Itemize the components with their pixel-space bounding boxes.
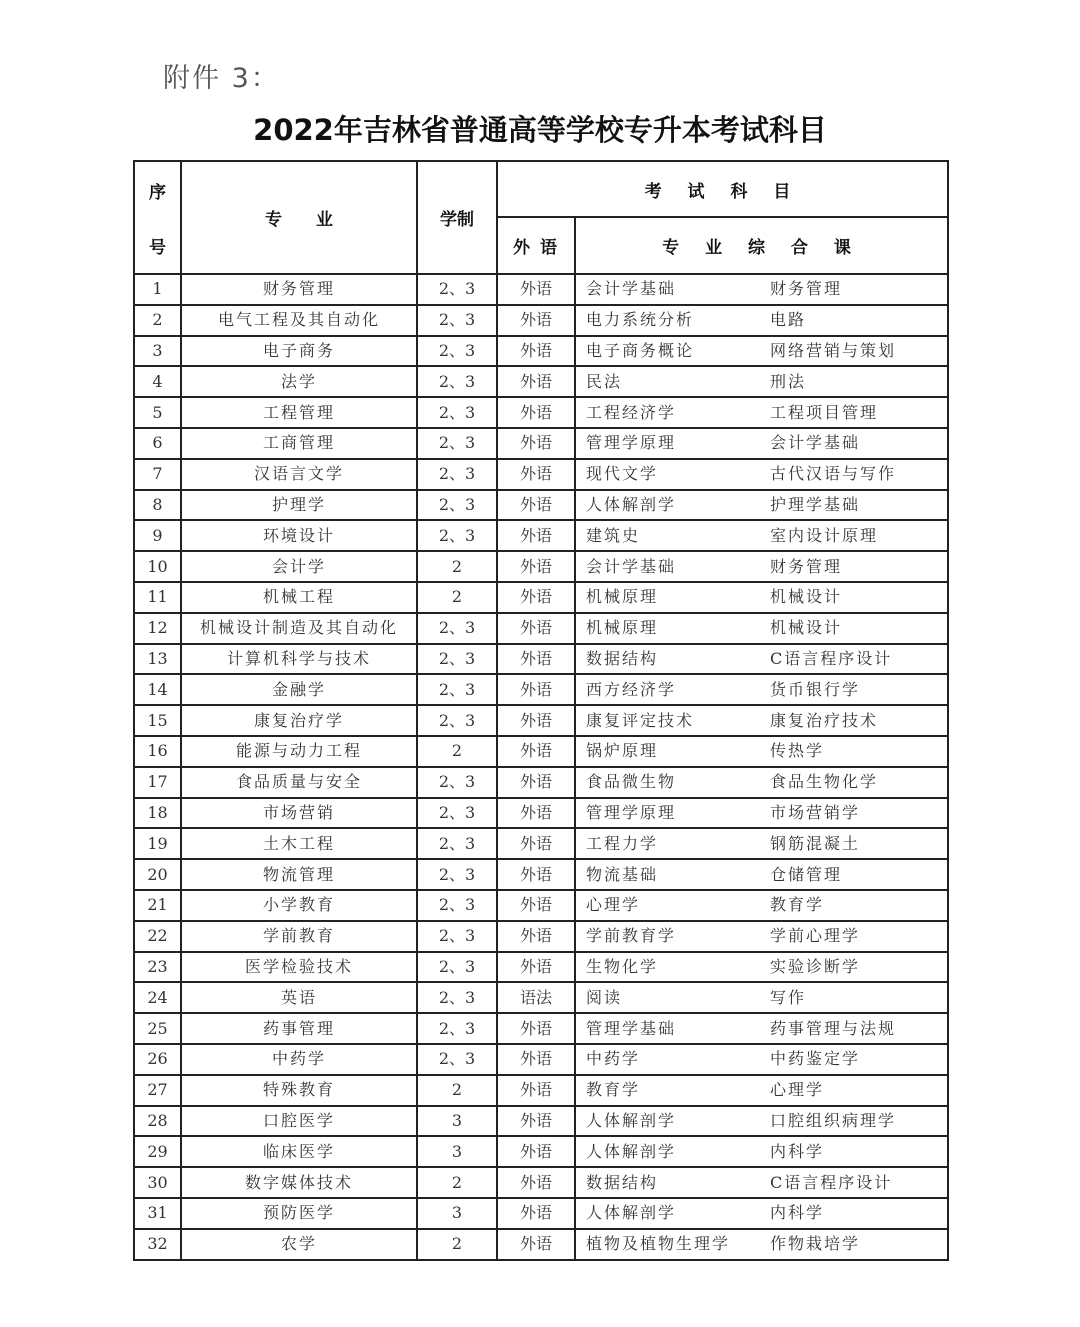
exam-subjects-table	[133, 160, 949, 1261]
cell-comprehensive	[575, 705, 948, 736]
cell-foreign-language: 外语	[497, 459, 575, 490]
cell-major: 学前教育	[181, 921, 417, 952]
cell-major: 汉语言文学	[181, 459, 417, 490]
table-row	[134, 613, 948, 644]
cell-duration: 2	[417, 1229, 497, 1260]
cell-comprehensive	[575, 828, 948, 859]
cell-duration: 2、3	[417, 520, 497, 551]
cell-no: 8	[134, 490, 181, 521]
table-row	[134, 305, 948, 336]
cell-major: 环境设计	[181, 520, 417, 551]
cell-duration: 3	[417, 1106, 497, 1137]
cell-subject-2: 心理学	[770, 1080, 825, 1100]
cell-comprehensive	[575, 613, 948, 644]
cell-foreign-language: 外语	[497, 1044, 575, 1075]
cell-comprehensive	[575, 674, 948, 705]
cell-comprehensive	[575, 859, 948, 890]
table-row	[134, 705, 948, 736]
header-foreign-language: 外 语	[497, 217, 575, 274]
cell-foreign-language: 外语	[497, 767, 575, 798]
cell-subject-2: 机械设计	[770, 587, 843, 607]
cell-subject-2: 货币银行学	[770, 679, 861, 699]
cell-subject-2: 学前心理学	[770, 926, 861, 946]
cell-duration: 2、3	[417, 428, 497, 459]
cell-subject-1: 数据结构	[586, 1172, 659, 1192]
cell-comprehensive	[575, 1167, 948, 1198]
header-seq	[134, 161, 181, 274]
cell-subject-2: 传热学	[770, 741, 825, 761]
cell-major: 护理学	[181, 490, 417, 521]
cell-duration: 2、3	[417, 1044, 497, 1075]
cell-comprehensive	[575, 890, 948, 921]
table-row	[134, 1044, 948, 1075]
cell-major: 电子商务	[181, 336, 417, 367]
cell-subject-2: C语言程序设计	[770, 1172, 893, 1192]
cell-comprehensive	[575, 952, 948, 983]
cell-subject-1: 机械原理	[586, 618, 659, 638]
cell-subject-2: 财务管理	[770, 556, 843, 576]
cell-comprehensive	[575, 736, 948, 767]
cell-subject-2: 教育学	[770, 895, 825, 915]
cell-comprehensive	[575, 982, 948, 1013]
cell-subject-2: 钢筋混凝土	[770, 833, 861, 853]
cell-foreign-language: 外语	[497, 274, 575, 305]
cell-subject-1: 中药学	[586, 1049, 641, 1069]
cell-major: 食品质量与安全	[181, 767, 417, 798]
cell-foreign-language: 外语	[497, 336, 575, 367]
cell-no: 27	[134, 1075, 181, 1106]
attachment-label: 附件 3：	[163, 63, 280, 94]
table-row	[134, 459, 948, 490]
cell-subject-2: 口腔组织病理学	[770, 1110, 897, 1130]
cell-subject-1: 机械原理	[586, 587, 659, 607]
cell-subject-2: 中药鉴定学	[770, 1049, 861, 1069]
header-major: 专 业	[181, 161, 417, 274]
table-row	[134, 1075, 948, 1106]
cell-duration: 2、3	[417, 459, 497, 490]
table-row	[134, 274, 948, 305]
cell-subject-2: 网络营销与策划	[770, 340, 897, 360]
cell-major: 数字媒体技术	[181, 1167, 417, 1198]
cell-comprehensive	[575, 798, 948, 829]
cell-subject-1: 锅炉原理	[586, 741, 659, 761]
cell-subject-2: 药事管理与法规	[770, 1018, 897, 1038]
table-row	[134, 1136, 948, 1167]
cell-subject-1: 电子商务概论	[586, 340, 695, 360]
cell-duration: 2	[417, 582, 497, 613]
cell-no: 24	[134, 982, 181, 1013]
cell-no: 31	[134, 1198, 181, 1229]
cell-major: 机械工程	[181, 582, 417, 613]
table-row	[134, 644, 948, 675]
cell-no: 25	[134, 1013, 181, 1044]
cell-foreign-language: 外语	[497, 736, 575, 767]
cell-subject-2: 室内设计原理	[770, 525, 879, 545]
cell-major: 工商管理	[181, 428, 417, 459]
cell-foreign-language: 外语	[497, 705, 575, 736]
cell-comprehensive	[575, 1136, 948, 1167]
cell-duration: 2	[417, 1167, 497, 1198]
cell-foreign-language: 外语	[497, 1075, 575, 1106]
table-row	[134, 1106, 948, 1137]
table-row	[134, 366, 948, 397]
cell-foreign-language: 外语	[497, 366, 575, 397]
cell-no: 4	[134, 366, 181, 397]
cell-foreign-language: 外语	[497, 828, 575, 859]
cell-no: 5	[134, 397, 181, 428]
cell-comprehensive	[575, 274, 948, 305]
cell-subject-2: 写作	[770, 987, 807, 1007]
cell-subject-1: 管理学基础	[586, 1018, 677, 1038]
cell-subject-2: 仓储管理	[770, 864, 843, 884]
cell-foreign-language: 外语	[497, 613, 575, 644]
cell-major: 法学	[181, 366, 417, 397]
document-title: 2022年吉林省普通高等学校专升本考试科目	[253, 113, 827, 147]
table-row	[134, 551, 948, 582]
cell-duration: 2、3	[417, 767, 497, 798]
cell-no: 19	[134, 828, 181, 859]
cell-comprehensive	[575, 644, 948, 675]
cell-duration: 2、3	[417, 613, 497, 644]
cell-subject-1: 会计学基础	[586, 279, 677, 299]
cell-no: 11	[134, 582, 181, 613]
cell-comprehensive	[575, 1106, 948, 1137]
cell-duration: 2、3	[417, 859, 497, 890]
cell-duration: 2、3	[417, 705, 497, 736]
cell-major: 康复治疗学	[181, 705, 417, 736]
cell-duration: 2、3	[417, 274, 497, 305]
cell-comprehensive	[575, 1044, 948, 1075]
cell-foreign-language: 外语	[497, 952, 575, 983]
cell-duration: 2、3	[417, 397, 497, 428]
table-row	[134, 952, 948, 983]
cell-duration: 2、3	[417, 305, 497, 336]
cell-foreign-language: 外语	[497, 490, 575, 521]
cell-subject-1: 人体解剖学	[586, 494, 677, 514]
cell-comprehensive	[575, 428, 948, 459]
header-seq-bottom: 号	[149, 237, 166, 258]
cell-subject-1: 数据结构	[586, 648, 659, 668]
cell-major: 金融学	[181, 674, 417, 705]
cell-subject-1: 食品微生物	[586, 772, 677, 792]
cell-comprehensive	[575, 305, 948, 336]
cell-comprehensive	[575, 1229, 948, 1260]
cell-no: 15	[134, 705, 181, 736]
cell-subject-2: 市场营销学	[770, 802, 861, 822]
cell-duration: 3	[417, 1198, 497, 1229]
cell-foreign-language: 外语	[497, 1229, 575, 1260]
cell-subject-2: 内科学	[770, 1141, 825, 1161]
cell-no: 16	[134, 736, 181, 767]
cell-no: 14	[134, 674, 181, 705]
cell-comprehensive	[575, 551, 948, 582]
table-row	[134, 336, 948, 367]
cell-duration: 2、3	[417, 674, 497, 705]
cell-major: 土木工程	[181, 828, 417, 859]
cell-no: 29	[134, 1136, 181, 1167]
table-row	[134, 520, 948, 551]
cell-subject-1: 民法	[586, 371, 623, 391]
cell-subject-2: 古代汉语与写作	[770, 464, 897, 484]
cell-no: 22	[134, 921, 181, 952]
cell-subject-1: 管理学原理	[586, 433, 677, 453]
cell-subject-2: 机械设计	[770, 618, 843, 638]
cell-no: 9	[134, 520, 181, 551]
cell-no: 10	[134, 551, 181, 582]
cell-duration: 2、3	[417, 921, 497, 952]
cell-foreign-language: 外语	[497, 397, 575, 428]
table-row	[134, 1013, 948, 1044]
cell-subject-1: 教育学	[586, 1080, 641, 1100]
cell-subject-2: 电路	[770, 310, 807, 330]
cell-major: 口腔医学	[181, 1106, 417, 1137]
cell-subject-1: 物流基础	[586, 864, 659, 884]
cell-foreign-language: 外语	[497, 1106, 575, 1137]
table-row	[134, 674, 948, 705]
cell-foreign-language: 外语	[497, 520, 575, 551]
cell-major: 农学	[181, 1229, 417, 1260]
cell-subject-1: 阅读	[586, 987, 623, 1007]
cell-subject-1: 电力系统分析	[586, 310, 695, 330]
cell-no: 18	[134, 798, 181, 829]
cell-major: 物流管理	[181, 859, 417, 890]
cell-no: 30	[134, 1167, 181, 1198]
cell-duration: 2	[417, 551, 497, 582]
table-row	[134, 736, 948, 767]
cell-foreign-language: 外语	[497, 644, 575, 675]
cell-foreign-language: 外语	[497, 1198, 575, 1229]
cell-duration: 2、3	[417, 952, 497, 983]
cell-foreign-language: 外语	[497, 305, 575, 336]
cell-no: 3	[134, 336, 181, 367]
cell-major: 特殊教育	[181, 1075, 417, 1106]
cell-major: 英语	[181, 982, 417, 1013]
cell-subject-1: 康复评定技术	[586, 710, 695, 730]
cell-no: 28	[134, 1106, 181, 1137]
cell-duration: 2、3	[417, 336, 497, 367]
cell-comprehensive	[575, 921, 948, 952]
cell-duration: 2、3	[417, 490, 497, 521]
cell-subject-2: 实验诊断学	[770, 956, 861, 976]
cell-subject-2: 护理学基础	[770, 494, 861, 514]
cell-major: 会计学	[181, 551, 417, 582]
cell-major: 工程管理	[181, 397, 417, 428]
cell-major: 临床医学	[181, 1136, 417, 1167]
cell-subject-1: 生物化学	[586, 956, 659, 976]
cell-no: 21	[134, 890, 181, 921]
cell-major: 财务管理	[181, 274, 417, 305]
table-row	[134, 890, 948, 921]
cell-subject-1: 人体解剖学	[586, 1141, 677, 1161]
cell-subject-1: 植物及植物生理学	[586, 1234, 731, 1254]
table-row	[134, 982, 948, 1013]
cell-duration: 2、3	[417, 982, 497, 1013]
cell-comprehensive	[575, 336, 948, 367]
cell-no: 32	[134, 1229, 181, 1260]
table-row	[134, 798, 948, 829]
cell-duration: 3	[417, 1136, 497, 1167]
cell-foreign-language: 外语	[497, 551, 575, 582]
cell-duration: 2、3	[417, 1013, 497, 1044]
cell-foreign-language: 外语	[497, 1136, 575, 1167]
cell-comprehensive	[575, 1075, 948, 1106]
cell-major: 能源与动力工程	[181, 736, 417, 767]
cell-subject-1: 会计学基础	[586, 556, 677, 576]
cell-comprehensive	[575, 490, 948, 521]
cell-major: 中药学	[181, 1044, 417, 1075]
table-row	[134, 397, 948, 428]
cell-subject-1: 建筑史	[586, 525, 641, 545]
cell-no: 2	[134, 305, 181, 336]
cell-comprehensive	[575, 397, 948, 428]
cell-major: 市场营销	[181, 798, 417, 829]
cell-duration: 2	[417, 1075, 497, 1106]
cell-no: 23	[134, 952, 181, 983]
cell-duration: 2、3	[417, 644, 497, 675]
cell-major: 电气工程及其自动化	[181, 305, 417, 336]
cell-major: 小学教育	[181, 890, 417, 921]
cell-duration: 2	[417, 736, 497, 767]
table-row	[134, 921, 948, 952]
cell-major: 计算机科学与技术	[181, 644, 417, 675]
cell-subject-1: 管理学原理	[586, 802, 677, 822]
cell-major: 药事管理	[181, 1013, 417, 1044]
header-comprehensive: 专 业 综 合 课	[575, 217, 948, 274]
cell-no: 17	[134, 767, 181, 798]
table-row	[134, 1198, 948, 1229]
cell-subject-1: 现代文学	[586, 464, 659, 484]
cell-duration: 2、3	[417, 828, 497, 859]
cell-no: 6	[134, 428, 181, 459]
cell-comprehensive	[575, 459, 948, 490]
cell-subject-2: 作物栽培学	[770, 1234, 861, 1254]
cell-no: 12	[134, 613, 181, 644]
cell-subject-1: 西方经济学	[586, 679, 677, 699]
cell-subject-1: 人体解剖学	[586, 1110, 677, 1130]
table-row	[134, 582, 948, 613]
cell-no: 26	[134, 1044, 181, 1075]
cell-duration: 2、3	[417, 798, 497, 829]
cell-duration: 2、3	[417, 366, 497, 397]
table-row	[134, 859, 948, 890]
cell-no: 13	[134, 644, 181, 675]
table-row	[134, 1167, 948, 1198]
cell-subject-2: 工程项目管理	[770, 402, 879, 422]
cell-foreign-language: 外语	[497, 921, 575, 952]
cell-subject-2: 康复治疗技术	[770, 710, 879, 730]
cell-foreign-language: 外语	[497, 798, 575, 829]
cell-foreign-language: 语法	[497, 982, 575, 1013]
table-row	[134, 1229, 948, 1260]
cell-subject-1: 学前教育学	[586, 926, 677, 946]
cell-foreign-language: 外语	[497, 859, 575, 890]
cell-subject-1: 人体解剖学	[586, 1203, 677, 1223]
cell-foreign-language: 外语	[497, 890, 575, 921]
cell-foreign-language: 外语	[497, 428, 575, 459]
cell-subject-2: 内科学	[770, 1203, 825, 1223]
cell-foreign-language: 外语	[497, 1013, 575, 1044]
table-row	[134, 828, 948, 859]
cell-comprehensive	[575, 767, 948, 798]
cell-comprehensive	[575, 520, 948, 551]
cell-subject-2: 会计学基础	[770, 433, 861, 453]
cell-no: 20	[134, 859, 181, 890]
cell-major: 医学检验技术	[181, 952, 417, 983]
cell-subject-2: C语言程序设计	[770, 648, 893, 668]
cell-foreign-language: 外语	[497, 582, 575, 613]
cell-subject-1: 心理学	[586, 895, 641, 915]
cell-subject-1: 工程经济学	[586, 402, 677, 422]
table-row	[134, 428, 948, 459]
header-exam-subjects: 考 试 科 目	[497, 161, 948, 217]
cell-comprehensive	[575, 1198, 948, 1229]
table-row	[134, 767, 948, 798]
cell-foreign-language: 外语	[497, 1167, 575, 1198]
cell-no: 1	[134, 274, 181, 305]
cell-subject-2: 食品生物化学	[770, 772, 879, 792]
cell-comprehensive	[575, 1013, 948, 1044]
cell-subject-2: 刑法	[770, 371, 807, 391]
cell-comprehensive	[575, 582, 948, 613]
cell-duration: 2、3	[417, 890, 497, 921]
cell-subject-1: 工程力学	[586, 833, 659, 853]
cell-major: 机械设计制造及其自动化	[181, 613, 417, 644]
cell-foreign-language: 外语	[497, 674, 575, 705]
cell-major: 预防医学	[181, 1198, 417, 1229]
header-duration: 学制	[417, 161, 497, 274]
cell-comprehensive	[575, 366, 948, 397]
cell-no: 7	[134, 459, 181, 490]
table-row	[134, 490, 948, 521]
cell-subject-2: 财务管理	[770, 279, 843, 299]
header-seq-top: 序	[149, 182, 166, 203]
